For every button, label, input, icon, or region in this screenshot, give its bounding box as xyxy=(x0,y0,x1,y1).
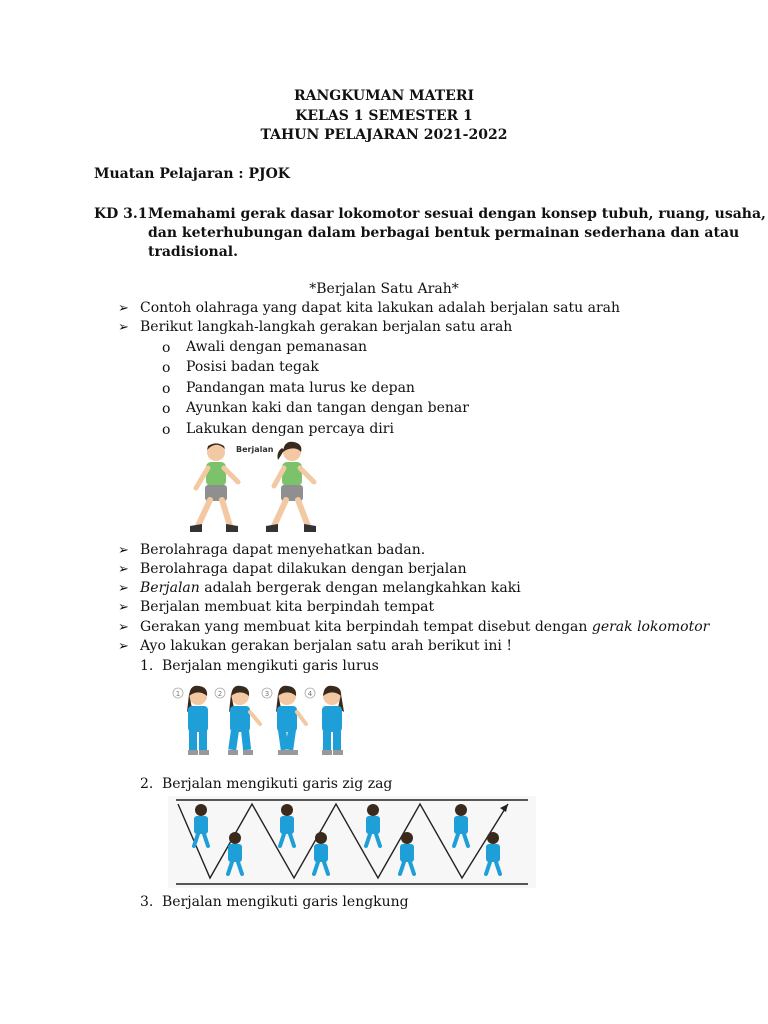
numbered-text: Berjalan mengikuti garis zig zag xyxy=(162,776,393,792)
walker-4 xyxy=(305,686,344,755)
bullet-text: Berolahraga dapat menyehatkan badan. xyxy=(140,542,426,558)
figure-label: Berjalan xyxy=(236,445,274,454)
bullet-text: Ayo lakukan gerakan berjalan satu arah berikut ini ! xyxy=(140,638,512,654)
step-item: Awali dengan pemanasan xyxy=(186,339,368,355)
bullet-arrow-icon: ➢ xyxy=(118,562,129,577)
numbered-index: 2. xyxy=(140,776,154,792)
bullet-text: Berjalan membuat kita berpindah tempat xyxy=(140,599,435,615)
step-item: Lakukan dengan percaya diri xyxy=(186,421,394,437)
kd-line-1: Memahami gerak dasar lokomotor sesuai dengan konsep tubuh, ruang, usaha, xyxy=(148,206,766,222)
walker-2 xyxy=(215,686,260,755)
step-item: Posisi badan tegak xyxy=(186,359,319,375)
bullet-arrow-icon: ➢ xyxy=(118,581,129,596)
subject-label: Muatan Pelajaran : PJOK xyxy=(94,166,290,182)
zigzag-walk-illustration xyxy=(168,796,536,888)
step-number: 2 xyxy=(217,690,223,698)
bullet-text: Berikut langkah-langkah gerakan berjalan satu arah xyxy=(140,319,513,335)
bullet-arrow-icon: ➢ xyxy=(118,600,129,615)
bullet-text xyxy=(140,619,709,635)
numbered-index: 1. xyxy=(140,658,154,674)
bullet-arrow-icon: ➢ xyxy=(118,320,129,335)
bullet-text: Berolahraga dapat dilakukan dengan berjalan xyxy=(140,561,467,577)
step-item: Pandangan mata lurus ke depan xyxy=(186,380,415,396)
sub-marker: o xyxy=(162,401,171,417)
numbered-index: 3. xyxy=(140,894,154,910)
kd-line-2: dan keterhubungan dalam berbagai bentuk permainan sederhana dan atau xyxy=(148,225,740,241)
bullet-arrow-icon: ➢ xyxy=(118,639,129,654)
sub-marker: o xyxy=(162,381,171,397)
title-line-3: TAHUN PELAJARAN 2021-2022 xyxy=(260,127,508,143)
sub-marker: o xyxy=(162,422,171,438)
bullet-text xyxy=(140,580,521,596)
step-item: Ayunkan kaki dan tangan dengan benar xyxy=(186,400,469,416)
walker-1 xyxy=(173,686,209,755)
title-line-2: KELAS 1 SEMESTER 1 xyxy=(295,108,473,124)
bullet-arrow-icon: ➢ xyxy=(118,301,129,316)
kd-code: KD 3.1 xyxy=(94,206,148,222)
title-line-1: RANGKUMAN MATERI xyxy=(293,88,475,104)
step-number: 3 xyxy=(264,690,270,698)
numbered-text: Berjalan mengikuti garis lurus xyxy=(162,658,379,674)
step-number: 1 xyxy=(175,690,181,698)
bullet-arrow-icon: ➢ xyxy=(118,543,129,558)
step-number: 4 xyxy=(307,690,313,698)
numbered-text: Berjalan mengikuti garis lengkung xyxy=(162,894,409,910)
straight-line-walk-illustration xyxy=(170,682,360,760)
sub-marker: o xyxy=(162,340,171,356)
bullet-text: Contoh olahraga yang dapat kita lakukan adalah berjalan satu arah xyxy=(140,300,621,316)
walking-kids-illustration xyxy=(186,440,331,540)
section-title: *Berjalan Satu Arah* xyxy=(309,281,459,297)
bullet-arrow-icon: ➢ xyxy=(118,620,129,635)
sub-marker: o xyxy=(162,360,171,376)
walker-3 xyxy=(262,686,306,755)
italic-term: Berjalan xyxy=(140,580,200,596)
kd-line-3: tradisional. xyxy=(148,244,239,260)
bullet-text-rest: adalah bergerak dengan melangkahkan kaki xyxy=(199,580,521,596)
italic-term: gerak lokomotor xyxy=(591,619,710,635)
bullet-text-rest: Gerakan yang membuat kita berpindah tempat disebut dengan xyxy=(140,619,592,635)
